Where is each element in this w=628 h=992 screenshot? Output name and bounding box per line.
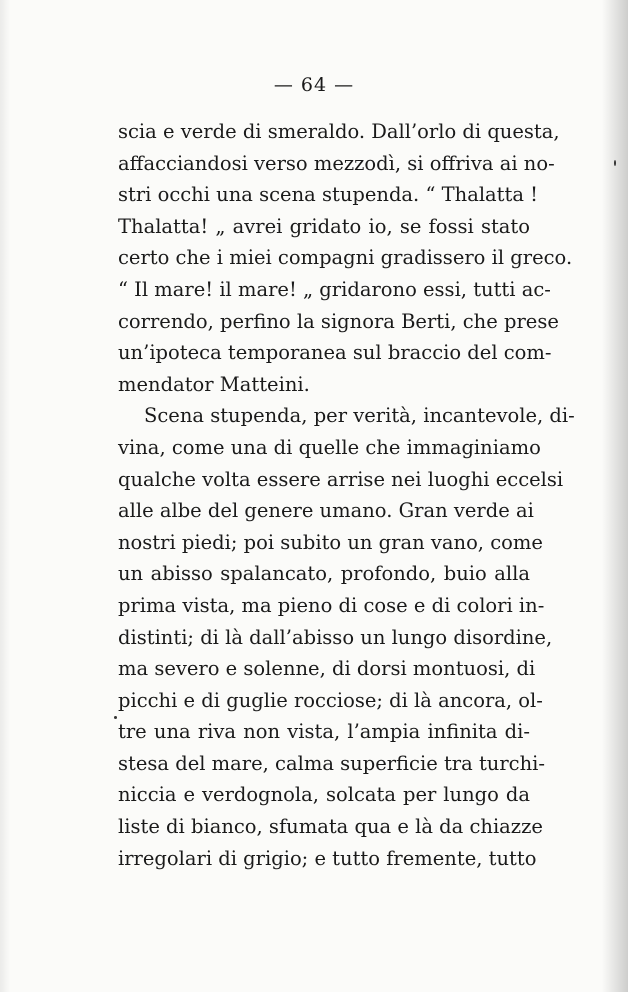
text-line: vina, come una di quelle che immaginiamo bbox=[118, 435, 541, 459]
text-line: tre una riva non vista, l’ampia infinita di- bbox=[118, 720, 530, 744]
scan-speck bbox=[614, 160, 616, 166]
text-line: distinti; di là dall’abisso un lungo disordine, bbox=[118, 625, 553, 649]
scan-edge-shadow-left bbox=[0, 0, 10, 992]
paragraph-2 bbox=[118, 400, 575, 874]
text-line: niccia e verdognola, solcata per lungo da bbox=[118, 783, 530, 807]
text-line: nostri piedi; poi subito un gran vano, come bbox=[118, 530, 543, 554]
text-line: stesa del mare, calma superficie tra turchi- bbox=[118, 751, 545, 775]
body-text bbox=[118, 116, 575, 874]
text-line: certo che i miei compagni gradissero il greco. bbox=[118, 246, 573, 270]
text-line: un’ipoteca temporanea sul braccio del com- bbox=[118, 341, 552, 365]
text-line: scia e verde di smeraldo. Dall’orlo di questa, bbox=[118, 120, 560, 143]
page-number: — 64 — bbox=[273, 74, 355, 96]
text-line: un abisso spalancato, profondo, buio alla bbox=[118, 562, 530, 586]
text-line: correndo, perfino la signora Berti, che prese bbox=[118, 309, 559, 333]
text-line: ma severo e solenne, di dorsi montuosi, di bbox=[118, 657, 536, 681]
text-line: mendator Matteini. bbox=[118, 372, 310, 396]
text-line: stri occhi una scena stupenda. “ Thalatta ! bbox=[118, 183, 539, 207]
text-line: picchi e di guglie rocciose; di là ancora, ol- bbox=[118, 688, 543, 712]
text-line: affacciandosi verso mezzodì, si offriva ai no- bbox=[118, 151, 555, 175]
text-line: “ Il mare! il mare! „ gridarono essi, tutti ac- bbox=[118, 277, 551, 301]
text-line: Scena stupenda, per verità, incantevole, di- bbox=[144, 404, 575, 428]
text-line: qualche volta essere arrise nei luoghi eccelsi bbox=[118, 467, 564, 491]
text-line: Thalatta! „ avrei gridato io, se fossi stato bbox=[118, 214, 530, 238]
text-line: irregolari di grigio; e tutto fremente, tutto bbox=[118, 846, 537, 870]
scan-speck bbox=[114, 716, 117, 719]
text-line: prima vista, ma pieno di cose e di colori in- bbox=[118, 593, 545, 617]
scan-edge-shadow bbox=[602, 0, 628, 992]
text-line: alle albe del genere umano. Gran verde ai bbox=[118, 499, 534, 523]
paragraph-1 bbox=[118, 116, 573, 400]
text-line: liste di bianco, sfumata qua e là da chiazze bbox=[118, 815, 543, 839]
